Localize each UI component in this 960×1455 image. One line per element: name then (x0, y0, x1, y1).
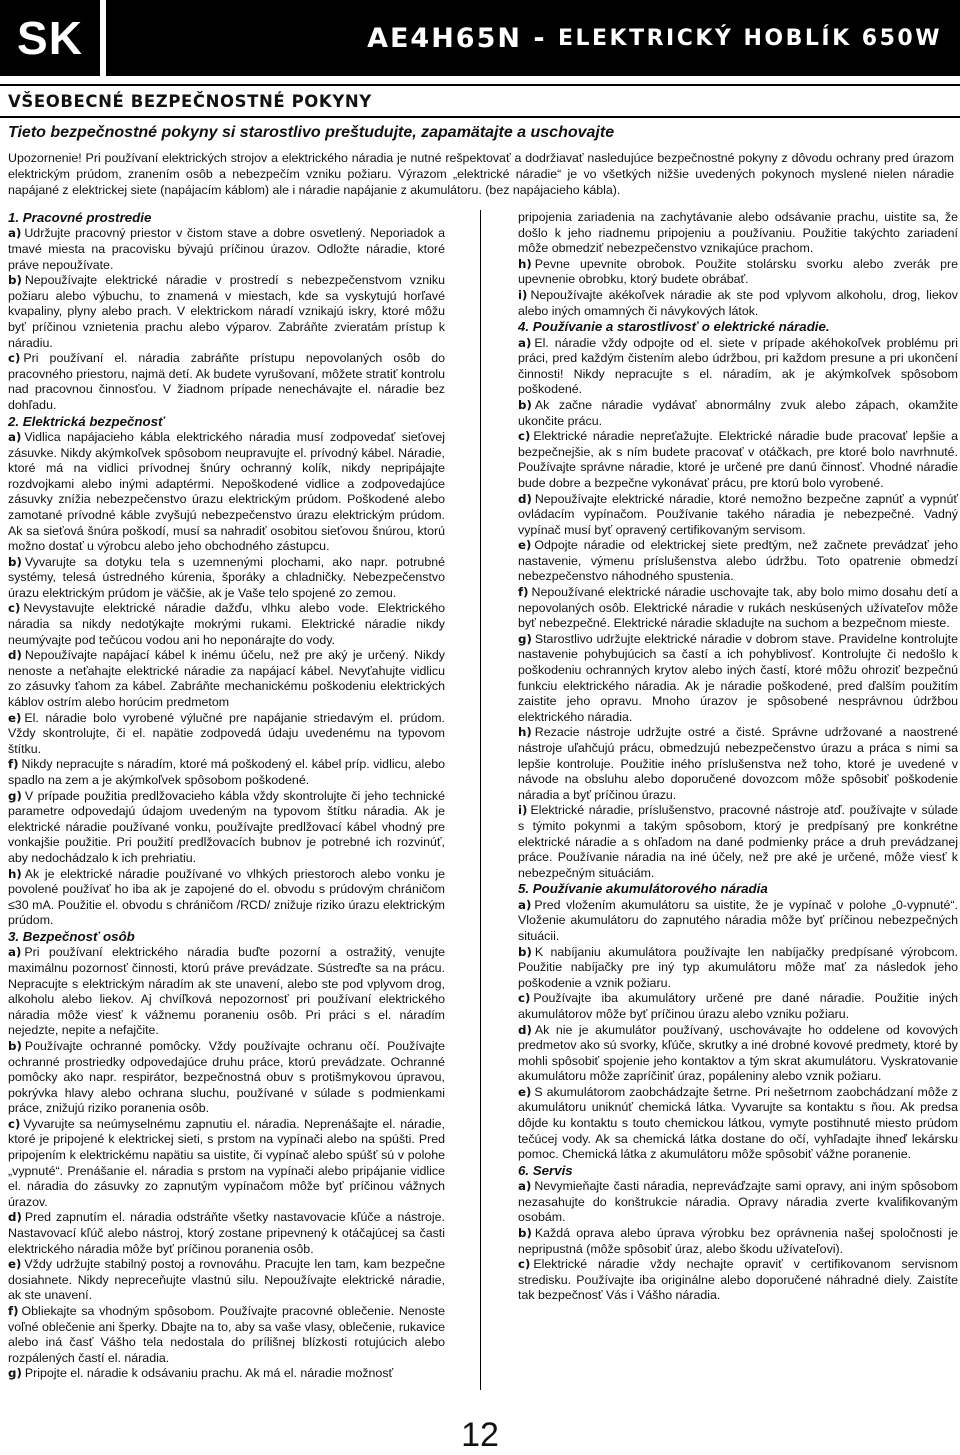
intro-paragraph: Upozornenie! Pri používaní elektrických strojov a elektrického náradia je nutné rešpektovať a dodržiavať nasledujúce bezpečnostné pokyny z dôvodu ochrany pred úrazom elektrickým prúdom, zranením osôb a nebezpečím vzniku požiaru. Výrazom „elektrické náradie“ je vo všetkých nižšie uvedených pokynoch myslené nielen náradie napájané z elektrickej siete (napájacím káblom) ale i náradie napájanie z akumulátoru. (bez napájacieho kábla). (8, 151, 954, 197)
item-text: Ak začne náradie vydávať abnormálny zvuk alebo zápach, okamžite ukončite prácu. (518, 397, 958, 428)
instruction-paragraph (8, 226, 445, 273)
product-name: ELEKTRICKÝ HOBLÍK 650W (557, 25, 942, 51)
item-letter: e) (8, 710, 22, 725)
left-column (8, 210, 445, 1382)
item-letter: a) (518, 1179, 532, 1194)
header-rule (0, 84, 960, 86)
right-column (518, 210, 958, 1304)
item-letter: f) (518, 585, 529, 600)
page-header (0, 0, 960, 76)
item-letter: c) (518, 429, 531, 444)
item-text: Pri používaní elektrického náradia buďte pozorní a ostražitý, venujte maximálnu pozornosť činnosti, ktorú práve prevádzate. Sústreďte sa na prácu. Nepracujte s elektrickým náradím ak ste unavení, alebo ste pod vplyvom drog, alkoholu alebo liekov. Aj chvíľková nepozornosť pri používaní elektrického náradia môže viesť k vážnemu poraneniu osôb. Pri práci s el. náradím nejedzte, nepite a nefajčite. (8, 945, 445, 1038)
item-letter: g) (518, 631, 532, 646)
product-title (100, 0, 960, 76)
item-text: Pri používaní el. náradia zabráňte prístupu nepovolaných osôb do pracovného priestoru, najmä detí. Ak budete vyrušovaní, môžete stratiť kontrolu nad pracovnou činnosťou. V žiadnom prípade nenechávajte el. náradie bez dohľadu. (8, 351, 445, 412)
item-text: El. náradie bolo vyrobené výlučné pre napájanie striedavým el. prúdom. Vždy skontrolujte, či el. napätie zodpovedá údaju uvedenému na typovom štítku. (8, 710, 445, 756)
item-letter: c) (518, 1257, 531, 1272)
item-text: Pred vložením akumulátoru sa uistite, že je vypínač v polohe „0-vypnuté“. Vloženie akumulátoru do zapnutého náradia môže byť príčinou nebezpečných situácii. (518, 897, 958, 943)
instruction-paragraph (518, 725, 958, 803)
instruction-paragraph (8, 351, 445, 413)
instruction-paragraph (518, 398, 958, 429)
item-letter: a) (518, 897, 532, 912)
item-letter: f) (8, 1304, 19, 1318)
item-text: Nepoužívajte elektrické náradie v prostredí s nebezpečenstvom vzniku požiaru alebo výbuchu, to znamená v miestach, kde sa vyskytujú horľavé kvapaliny, plyny alebo prach. V elektrickom náradí vznikajú iskry, ktoré môžu byť príčinou vznietenia prachu alebo výparov. Zabráňte zvieratám prístup k náradiu. (8, 273, 445, 350)
item-text: K nabíjaniu akumulátora používajte len nabíjačky predpísané výrobcom. Použitie nabíjačky pre iný typ akumulátoru môže mať za následok jeho poškodenie a vznik požiaru. (518, 944, 958, 990)
subsection-heading: 3. Bezpečnosť osôb (8, 928, 135, 944)
language-code-badge: SK (0, 0, 100, 76)
item-letter: e) (518, 538, 532, 553)
instruction-paragraph (8, 789, 445, 867)
instruction-paragraph (8, 757, 445, 788)
heading-rule (0, 116, 960, 118)
item-text: Každá oprava alebo úprava výrobku bez oprávnenia našej spoločnosti je nepripustná (môže spôsobiť úraz, alebo škodu užívateľovi). (518, 1226, 958, 1256)
item-letter: c) (518, 991, 531, 1006)
instruction-paragraph (8, 1210, 445, 1257)
item-letter: i) (518, 287, 528, 302)
instruction-paragraph (8, 711, 445, 758)
item-letter: d) (518, 491, 532, 506)
instruction-paragraph (518, 803, 958, 881)
instruction-paragraph (8, 1117, 445, 1211)
item-text: Elektrické náradie nepreťažujte. Elektrické náradie bude pracovať lepšie a bezpečnejšie, ak s ním budete pracovať v otáčkach, pre ktoré bolo navrhnuté. Používajte správne náradie, ktoré je určené pre danú činnosť. Vhodné náradie bude dobre a bezpečne vykonávať prácu, pre ktorú bolo vyrobené. (518, 429, 958, 490)
item-letter: e) (8, 1257, 22, 1272)
column-divider (480, 210, 481, 1390)
instruction-paragraph (518, 1179, 958, 1226)
page-number: 12 (461, 1416, 499, 1454)
item-letter: f) (8, 757, 19, 772)
item-text: Nevymieňajte časti náradia, nepreváďzajte sami opravy, ani iným spôsobom nezasahujte do konštrukcie náradia. Opravy náradia zverte kvalifikovaným osobám. (518, 1179, 958, 1225)
item-letter: b) (8, 273, 22, 288)
item-letter: b) (8, 1038, 22, 1053)
subsection-heading: 1. Pracovné prostredie (8, 210, 152, 225)
instruction-paragraph (8, 273, 445, 351)
item-text: Používajte iba akumulátory určené pre dané náradie. Použitie iných akumulátorov môže byť príčinou úrazu alebo vzniku požiaru. (518, 991, 958, 1021)
item-letter: a) (8, 945, 22, 960)
instruction-paragraph (518, 288, 958, 319)
instruction-paragraph (518, 945, 958, 992)
instruction-paragraph (518, 257, 958, 288)
instruction-paragraph (8, 1304, 445, 1366)
item-letter: a) (8, 226, 22, 241)
item-letter: d) (8, 648, 22, 663)
item-text: Pred zapnutím el. náradia odstráňte všetky nastavovacie kľúče a nástroje. Nastavovací kľúč alebo nástroj, ktorý zostane pripevnený k otáčajúcej sa časti elektrického náradia môže byť príčinou poranenia osôb. (8, 1210, 445, 1256)
item-text: Nepoužívané elektrické náradie uschovajte tak, aby bolo mimo dosahu detí a nepovolaných osôb. Elektrické náradie v rukách neskúsených užívateľov môže byť nebezpečné. Elektrické náradie skladujte na suchom a bezpečnom mieste. (518, 585, 958, 631)
item-text: Elektrické náradie vždy nechajte opraviť v certifikovanom servisnom stredisku. Používajte iba originálne alebo doporučené náhradné diely. Zaistíte tak bezpečnosť Vás i Vášho náradia. (518, 1257, 958, 1303)
instruction-paragraph (8, 601, 445, 648)
instruction-paragraph (518, 1257, 958, 1304)
item-letter: h) (8, 866, 22, 881)
item-letter: a) (8, 429, 22, 444)
item-text: Pevne upevnite obrobok. Použite stolársku svorku alebo zverák pre upevnenie obrobku, ktorý budete obrábať. (518, 256, 958, 287)
item-text: Vyvarujte sa dotyku tela s uzemnenými plochami, ako napr. potrubné systémy, telesá ústredného kúrenia, šporáky a chladničky. Nebezpečenstvo úrazu elektrickým prúdom je väčšie, ak je Vaše telo spojené zo zemou. (8, 554, 445, 600)
item-text: Odpojte náradie od elektrickej siete predtým, než začnete prevádzať jeho nastavenie, výmenu príslušenstva alebo údržbu. Toto opatrenie obmedzí nebezpečenstvo náhodného spustenia. (518, 538, 958, 584)
item-letter: h) (518, 725, 532, 740)
instruction-paragraph (518, 585, 958, 632)
instruction-paragraph (518, 1226, 958, 1257)
item-text: Nevystavujte elektrické náradie dažďu, vlhku alebo vode. Elektrického náradia sa nikdy nedotýkajte mokrými rukami. Elektrické náradie nikdy neumývajte pod tečúcou vodou ani ho neponárajte do vody. (8, 601, 445, 647)
subsection-heading: 4. Používanie a starostlivosť o elektrické náradie. (518, 319, 830, 335)
item-text: Nikdy nepracujte s náradím, ktoré má poškodený el. kábel príp. vidlicu, alebo spadlo na zem a je akýmkoľvek spôsobom poškodené. (8, 757, 445, 787)
item-text: Rezacie nástroje udržujte ostré a čisté. Správne udržované a naostrené nástroje uľahčujú prácu, obmedzujú nebezpečenstvo úrazu a práca s nimi sa lepšie kontroluje. Použitie iného príslušenstva než toho, ktoré je uvedené v návode na obsluhu alebo doporučené dovozcom môže spôsobiť poškodenie náradia a byť príčinou úrazu. (518, 725, 958, 802)
instruction-paragraph (518, 898, 958, 945)
instruction-paragraph (8, 867, 445, 929)
item-text: Nepoužívajte akékoľvek náradie ak ste pod vplyvom alkoholu, drog, liekov alebo iných omamných či návykových látok. (518, 287, 958, 318)
section-subheading: Tieto bezpečnostné pokyny si starostlivo preštudujte, zapamätajte a uschovajte (8, 124, 615, 141)
item-letter: c) (8, 351, 21, 366)
item-letter: b) (8, 554, 22, 569)
item-text: Pripojte el. náradie k odsávaniu prachu. Ak má el. náradie možnosť (24, 1366, 394, 1381)
instruction-paragraph (8, 648, 445, 710)
subsection-heading: 6. Servis (518, 1162, 573, 1178)
item-letter: d) (518, 1022, 532, 1037)
item-text: Obliekajte sa vhodným spôsobom. Používajte pracovné oblečenie. Nenoste voľné oblečenie ani šperky. Dbajte na to, aby sa vaše vlasy, oblečenie, rukavice alebo iná časť Vášho tela nedostala do prílišnej blízkosti rotujúcich alebo rozpálených častí el. náradia. (8, 1304, 445, 1365)
section-heading: VŠEOBECNÉ BEZPEČNOSTNÉ POKYNY (8, 92, 372, 111)
item-text: Vždy udržujte stabilný postoj a rovnováhu. Pracujte len tam, kam bezpečne dosiahnete. Nikdy nepreceňujte vlastnú silu. Nepoužívajte elektrické náradie, ak ste unavení. (8, 1257, 445, 1303)
instruction-paragraph (8, 1257, 445, 1304)
item-letter: b) (518, 397, 532, 412)
item-text: Elektrické náradie, príslušenstvo, pracovné nástroje atď. používajte v súlade s týmito pokynmi a takým spôsobom, ktorý je predpísaný pre konkrétne elektrické náradie a s ohľadom na dané podmienky práce a druh prevádzanej práce. Používanie náradia na iné účely, než pre aké je určené, môže viesť k nebezpečným situáciám. (518, 803, 958, 880)
item-text: Nepoužívajte elektrické náradie, ktoré nemožno bezpečne zapnúť a vypnúť ovládacím vypínačom. Používanie takého náradia je nebezpečné. Vadný vypínač musí byť opravený certifikovaným servisom. (518, 491, 958, 537)
item-letter: e) (518, 1084, 532, 1099)
item-letter: g) (8, 788, 22, 803)
item-text: Udržujte pracovný priestor v čistom stave a dobre osvetlený. Neporiadok a tmavé miesta na pracovisku bývajú príčinou úrazov. Odložte náradie, ktoré práve nepoužívate. (8, 226, 445, 272)
item-text: Ak je elektrické náradie používané vo vlhkých priestoroch alebo vonku je povolené používať ho iba ak je zapojené do el. obvodu s prúdovým chráničom ≤30 mA. Použitie el. obvodu s chráničom /RCD/ znižuje riziko úrazu elektrickým prúdom. (8, 866, 445, 928)
instruction-paragraph (8, 1039, 445, 1117)
instruction-paragraph (518, 632, 958, 726)
instruction-paragraph (518, 429, 958, 491)
instruction-paragraph (8, 555, 445, 602)
instruction-paragraph (8, 945, 445, 1039)
item-letter: b) (518, 944, 532, 959)
item-text: Ak nie je akumulátor používaný, uschovávajte ho oddelene od kovových predmetov ako sú svorky, kľúče, skrutky a iné drobné kovové predmety, ktoré by mohli spôsobiť spojenie jeho kontaktov a tým skrat akumulátoru. Vyskratovanie akumulátoru môže zapríčiniť úraz, popáleniny alebo vznik požiaru. (518, 1022, 958, 1084)
item-text: pripojenia zariadenia na zachytávanie alebo odsávanie prachu, uistite sa, že došlo k jeho riadnemu pripojeniu a používaniu. Použitie takýchto zariadení môže obmedziť nebezpečenstvo vznikajúce prachom. (518, 210, 958, 256)
instruction-paragraph (518, 336, 958, 398)
instruction-paragraph (518, 1023, 958, 1085)
subsection-heading: 5. Používanie akumulátorového náradia (518, 881, 768, 897)
instruction-paragraph (518, 1085, 958, 1163)
item-text: Starostlivo udržujte elektrické náradie v dobrom stave. Pravidelne kontrolujte nastavenie pohybujúcich sa častí a ich pohyblivosť. Kontrolujte či nedošlo k poškodeniu ochranných krytov alebo iných častí, ktoré môžu ohroziť bezpečnú funkciu elektrického náradia. Ak je náradie poškodené, pred ďalším použitím zaistite jeho opravu. Mnoho úrazov je spôsobené nesprávnou údržbou elektrického náradia. (518, 631, 958, 724)
item-letter: i) (518, 803, 528, 818)
item-text: V prípade použitia predlžovacieho kábla vždy skontrolujte či jeho technické parametre odpovedajú údajom uvedeným na typovom štítku náradia. Ak je elektrické náradie používané vonku, používajte predlžovací kábel vhodný pre vonkajšie použitie. Pri použití predlžovacích bubnov je potrebné ich rozvinúť, aby nedochádzalo k ich prehriatiu. (8, 788, 445, 865)
item-text: Nepoužívajte napájací kábel k inému účelu, než pre aký je určený. Nikdy nenoste a neťahajte elektrické náradie za napájací kábel. Nevyťahujte vidlicu zo zásuvky ťahom za kábel. Zabráňte mechanickému poškodeniu elektrických káblov ostrím alebo horúcim predmetom (8, 648, 445, 710)
item-letter: b) (518, 1226, 532, 1241)
instruction-paragraph (8, 430, 445, 555)
item-letter: c) (8, 1116, 21, 1131)
item-letter: d) (8, 1210, 22, 1225)
item-text: Vyvarujte sa neúmyselnému zapnutiu el. náradia. Neprenášajte el. náradie, ktoré je pripojené k elektrickej sieti, s prstom na vypínači alebo na spúšti. Pred pripojením k elektrickému napätiu sa uistite, či vypínač alebo spúšť sú v polohe „vypnuté“. Prenášanie el. náradia s prstom na vypínači alebo pripájanie vidlice el. náradia do zásuvky zo zapnutým vypínačom môže byť príčinou vážnych úrazov. (8, 1116, 445, 1209)
item-text: Vidlica napájacieho kábla elektrického náradia musí zodpovedať sieťovej zásuvke. Nikdy akýmkoľvek spôsobom neupravujte el. prívodný kábel. Náradie, ktoré má na vidlici prívodnej šnúry ochranný kolík, nikdy nepripájajte rozdvojkami alebo inými adaptérmi. Nepoškodené vidlice a zodpovedajúce zásuvky znížia nebezpečenstvo úrazu elektrickým prúdom. Poškodené alebo zamotané prívodné káble zvyšujú nebezpečenstvo úrazu elektrickým prúdom. Ak sa sieťová šnúra poškodí, musí sa nahradiť osobitou sieťovou šnúrou, ktorú možno dostať u výrobcu alebo jeho obchodného zástupcu. (8, 429, 445, 554)
product-model: AE4H65N - (367, 22, 558, 54)
item-letter: g) (8, 1366, 22, 1381)
item-letter: h) (518, 256, 532, 271)
item-letter: a) (518, 335, 532, 350)
instruction-paragraph (518, 991, 958, 1022)
item-text: El. náradie vždy odpojte od el. siete v prípade akéhokoľvek problému pri práci, pred každým čistením alebo údržbou, pri každom presune a pri ukončení činnosti! Nikdy nepracujte s el. náradím, ak je akýmkoľvek spôsobom poškodené. (518, 335, 958, 397)
instruction-paragraph (518, 210, 958, 257)
item-text: S akumulátorom zaobchádzajte šetrne. Pri nešetrnom zaobchádzaní môže z akumulátoru uniknúť chemická látka. Vyvarujte sa kontaktu s ňou. Ak predsa dôjde ku kontaktu s touto chemickou látkou, vymyte postihnuté miesto prúdom tečúcej vody. Ak sa chemická látka dostane do očí, vyhľadajte ihneď lekársku pomoc. Chemická látka z akumulátoru môže spôsobiť vážne poranenie. (518, 1084, 958, 1162)
subsection-heading: 2. Elektrická bezpečnosť (8, 413, 165, 429)
instruction-paragraph (518, 492, 958, 539)
item-text: Používajte ochranné pomôcky. Vždy používajte ochranu očí. Používajte ochranné prostriedky odpovedajúce druhu práce, ktorú prevádzate. Ochranné pomôcky ako napr. respirátor, bezpečnostná obuv s protišmykovou úpravou, pokrývka hlavy alebo ochrana sluchu, používané v súlade s podmienkami práce, znižujú riziko poranenia osôb. (8, 1038, 445, 1116)
item-letter: c) (8, 601, 21, 616)
instruction-paragraph (8, 1366, 445, 1382)
instruction-paragraph (518, 538, 958, 585)
